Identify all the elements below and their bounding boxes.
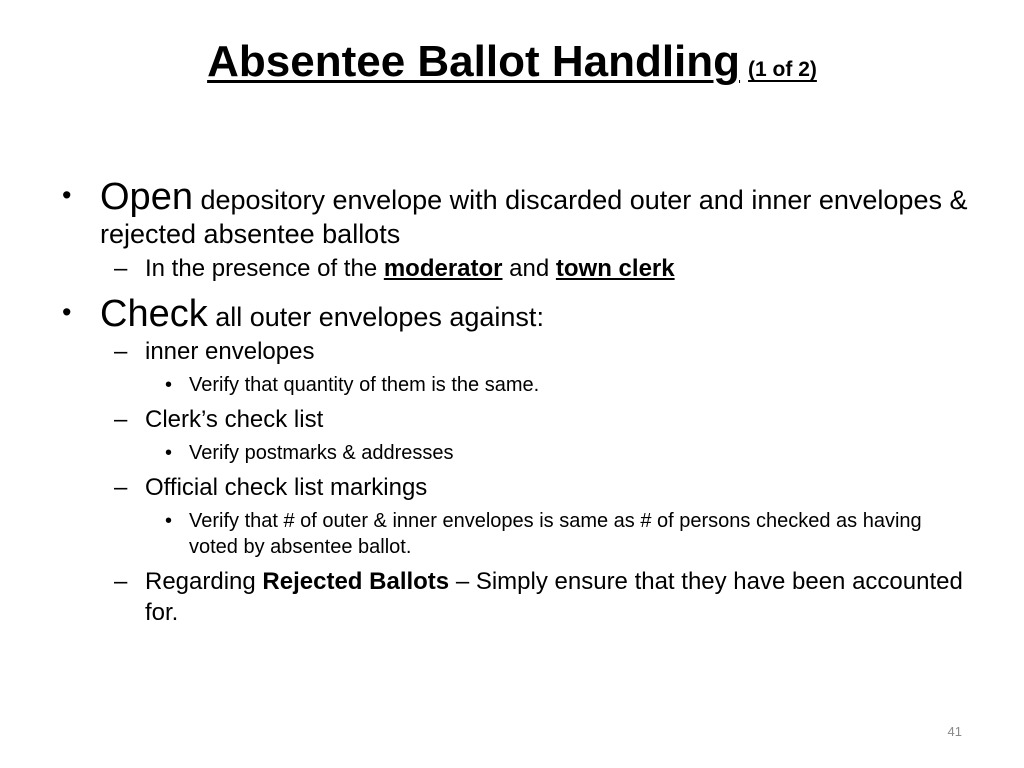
bullet-list (62, 178, 972, 633)
dash-marker: – (114, 406, 128, 433)
detail-text: Verify that # of outer & inner envelopes is same as # of persons checked as having voted by absentee ballot. (189, 510, 922, 558)
emphasis-rejected-ballots: Rejected Ballots (262, 568, 450, 595)
sub-bullet-text: In the presence of the (145, 255, 384, 282)
sub-bullet-text: Regarding (145, 568, 263, 595)
bullet-marker: • (62, 180, 72, 210)
sub-bullet-text: Clerk’s check list (145, 406, 324, 433)
slide-title (0, 34, 1024, 100)
dot-marker: • (165, 442, 173, 464)
detail-text: Verify postmarks & addresses (189, 442, 454, 464)
bullet-text: depository envelope with discarded outer and inner envelopes & rejected absentee ballots (100, 185, 968, 249)
dot-marker: • (165, 374, 173, 396)
bullet-check (62, 295, 972, 334)
sub-bullet-official-markings (62, 472, 972, 503)
title-main: Absentee Ballot Handling (207, 37, 741, 86)
sub-bullet-presence (62, 253, 972, 284)
dash-marker: – (114, 474, 128, 501)
sub-bullet-text: and (502, 255, 556, 282)
detail-bullet-quantity (62, 372, 972, 398)
detail-text: Verify that quantity of them is the same. (189, 374, 540, 396)
sub-bullet-inner-envelopes (62, 336, 972, 367)
sub-bullet-clerk-check-list (62, 404, 972, 435)
dash-marker: – (114, 338, 128, 365)
dot-marker: • (165, 510, 173, 532)
sub-bullet-text: inner envelopes (145, 338, 315, 365)
emphasis-moderator: moderator (383, 255, 503, 282)
page-number: 41 (947, 724, 962, 739)
bullet-lead-word: Open (100, 176, 193, 218)
dash-marker: – (114, 255, 128, 282)
detail-bullet-persons (62, 508, 972, 560)
title-subtitle: (1 of 2) (748, 58, 817, 81)
bullet-open (62, 178, 972, 251)
emphasis-town-clerk: town clerk (555, 255, 675, 282)
sub-bullet-text: Official check list markings (145, 474, 428, 501)
bullet-lead-word: Check (100, 293, 208, 335)
bullet-marker: • (62, 297, 72, 327)
sub-bullet-rejected-ballots (62, 566, 972, 628)
dash-marker: – (114, 568, 128, 595)
sub-bullet-text: – Simply ensure that they have been accounted for. (145, 568, 963, 626)
detail-bullet-postmarks (62, 440, 972, 466)
bullet-text: all outer envelopes against: (207, 302, 544, 332)
